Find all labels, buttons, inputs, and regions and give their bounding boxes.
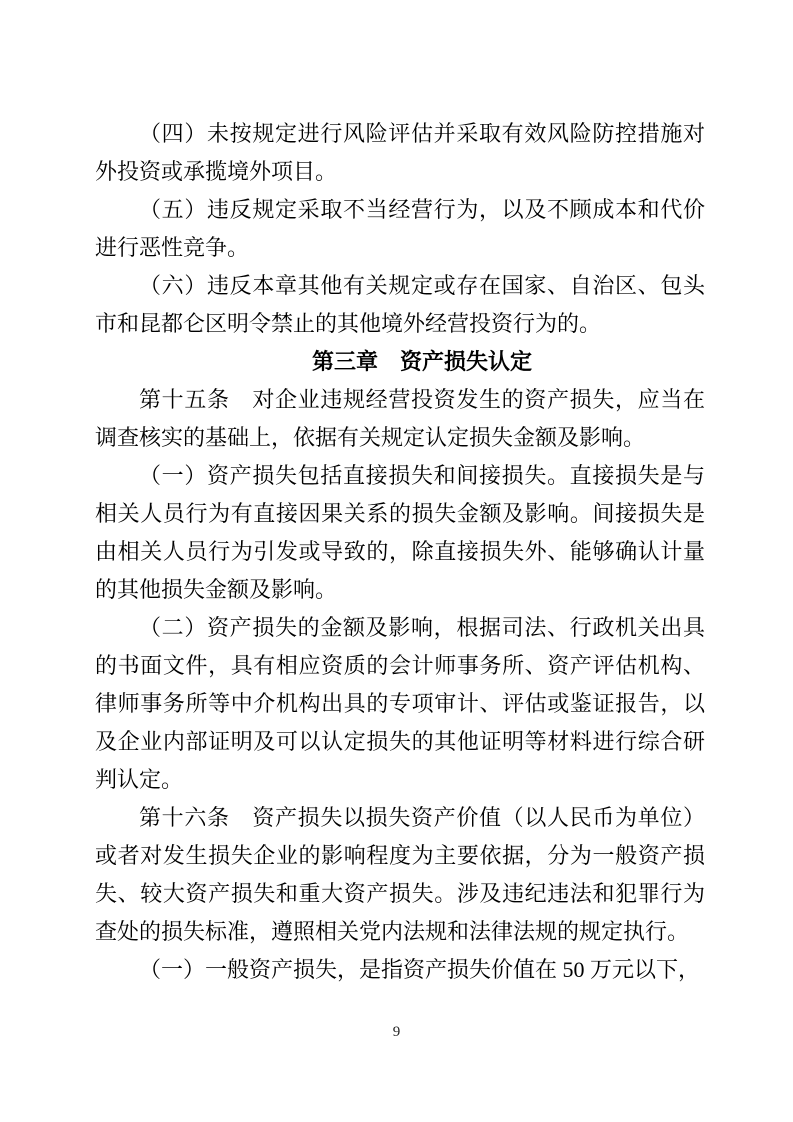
paragraph-article-15: 第十五条 对企业违规经营投资发生的资产损失，应当在调查核实的基础上，依据有关规定认定损失金额及影响。 (95, 387, 705, 450)
paragraph-clause-5: （五）违反规定采取不当经营行为，以及不顾成本和代价进行恶性竞争。 (95, 197, 705, 260)
chapter-heading: 第三章 资产损失认定 (311, 349, 532, 374)
page-number: 9 (392, 1024, 401, 1040)
paragraph-clause-6: （六）违反本章其他有关规定或存在国家、自治区、包头市和昆都仑区明令禁止的其他境外经营投资行为的。 (95, 273, 705, 336)
document-body (95, 115, 705, 989)
paragraph-article-16: 第十六条 资产损失以损失资产价值（以人民币为单位）或者对发生损失企业的影响程度为主要依据，分为一般资产损失、较大资产损失和重大资产损失。涉及违纪违法和犯罪行为查处的损失标准，遵照相关党内法规和法律法规的规定执行。 (95, 805, 705, 944)
paragraph-article-16-item-1: （一）一般资产损失，是指资产损失价值在 50 万元以下， (139, 957, 701, 982)
paragraph-clause-4: （四）未按规定进行风险评估并采取有效风险防控措施对外投资或承揽境外项目。 (95, 121, 705, 184)
paragraph-article-15-item-2: （二）资产损失的金额及影响，根据司法、行政机关出具的书面文件，具有相应资质的会计师事务所、资产评估机构、律师事务所等中介机构出具的专项审计、评估或鉴证报告，以及企业内部证明及可以认定损失的其他证明等材料进行综合研判认定。 (95, 615, 705, 792)
paragraph-article-15-item-1: （一）资产损失包括直接损失和间接损失。直接损失是与相关人员行为有直接因果关系的损失金额及影响。间接损失是由相关人员行为引发或导致的，除直接损失外、能够确认计量的其他损失金额及影响。 (95, 463, 705, 602)
